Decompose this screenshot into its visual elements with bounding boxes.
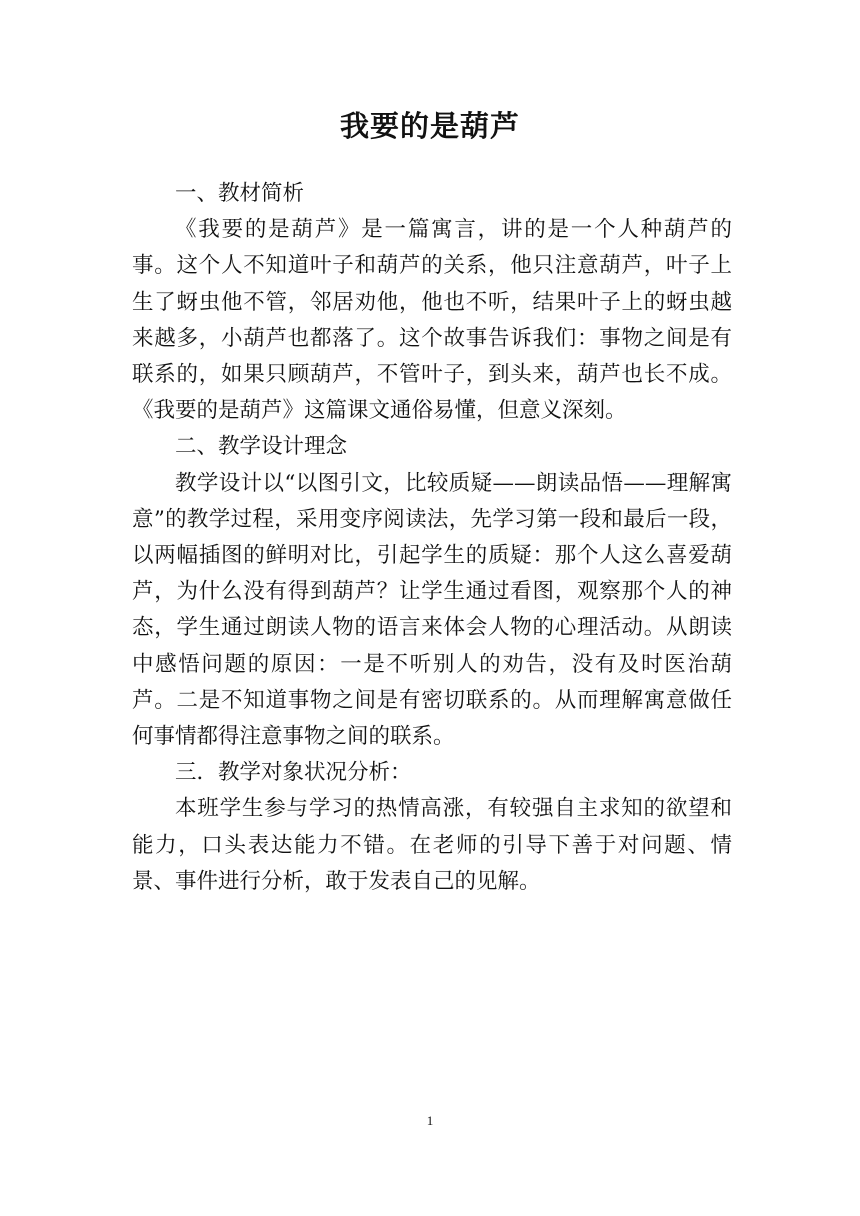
document-body <box>132 176 732 900</box>
section-heading-student-analysis: 三．教学对象状况分析： <box>175 760 412 786</box>
section-heading-textbook-analysis: 一、教材简析 <box>175 181 305 206</box>
paragraph-student-analysis: 本班学生参与学习的热情高涨，有较强自主求知的欲望和能力，口头表达能力不错。在老师的引导下善于对问题、情景、事件进行分析，敢于发表自己的见解。 <box>132 796 732 894</box>
page-number: 1 <box>426 1113 434 1128</box>
document-title: 我要的是葫芦 <box>339 109 520 143</box>
section-heading-design-concept: 二、教学设计理念 <box>175 434 348 460</box>
paragraph-design-concept: 教学设计以“以图引文，比较质疑——朗读品悟——理解寓意”的教学过程，采用变序阅读法，先学习第一段和最后一段，以两幅插图的鲜明对比，引起学生的质疑：那个人这么喜爱葫芦，为什么没有得到葫芦？让学生通过看图，观察那个人的神态，学生通过朗读人物的语言来体会人物的心理活动。从朗读中感悟问题的原因：一是不听别人的劝告，没有及时医治葫芦。二是不知道事物之间是有密切联系的。从而理解寓意做任何事情都得注意事物之间的联系。 <box>132 470 732 750</box>
paragraph-textbook-analysis: 《我要的是葫芦》是一篇寓言，讲的是一个人种葫芦的事。这个人不知道叶子和葫芦的关系，他只注意葫芦，叶子上生了蚜虫他不管，邻居劝他，他也不听，结果叶子上的蚜虫越来越多，小葫芦也都落了。这个故事告诉我们：事物之间是有联系的，如果只顾葫芦，不管叶子，到头来，葫芦也长不成。《我要的是葫芦》这篇课文通俗易懂，但意义深刻。 <box>132 217 732 424</box>
